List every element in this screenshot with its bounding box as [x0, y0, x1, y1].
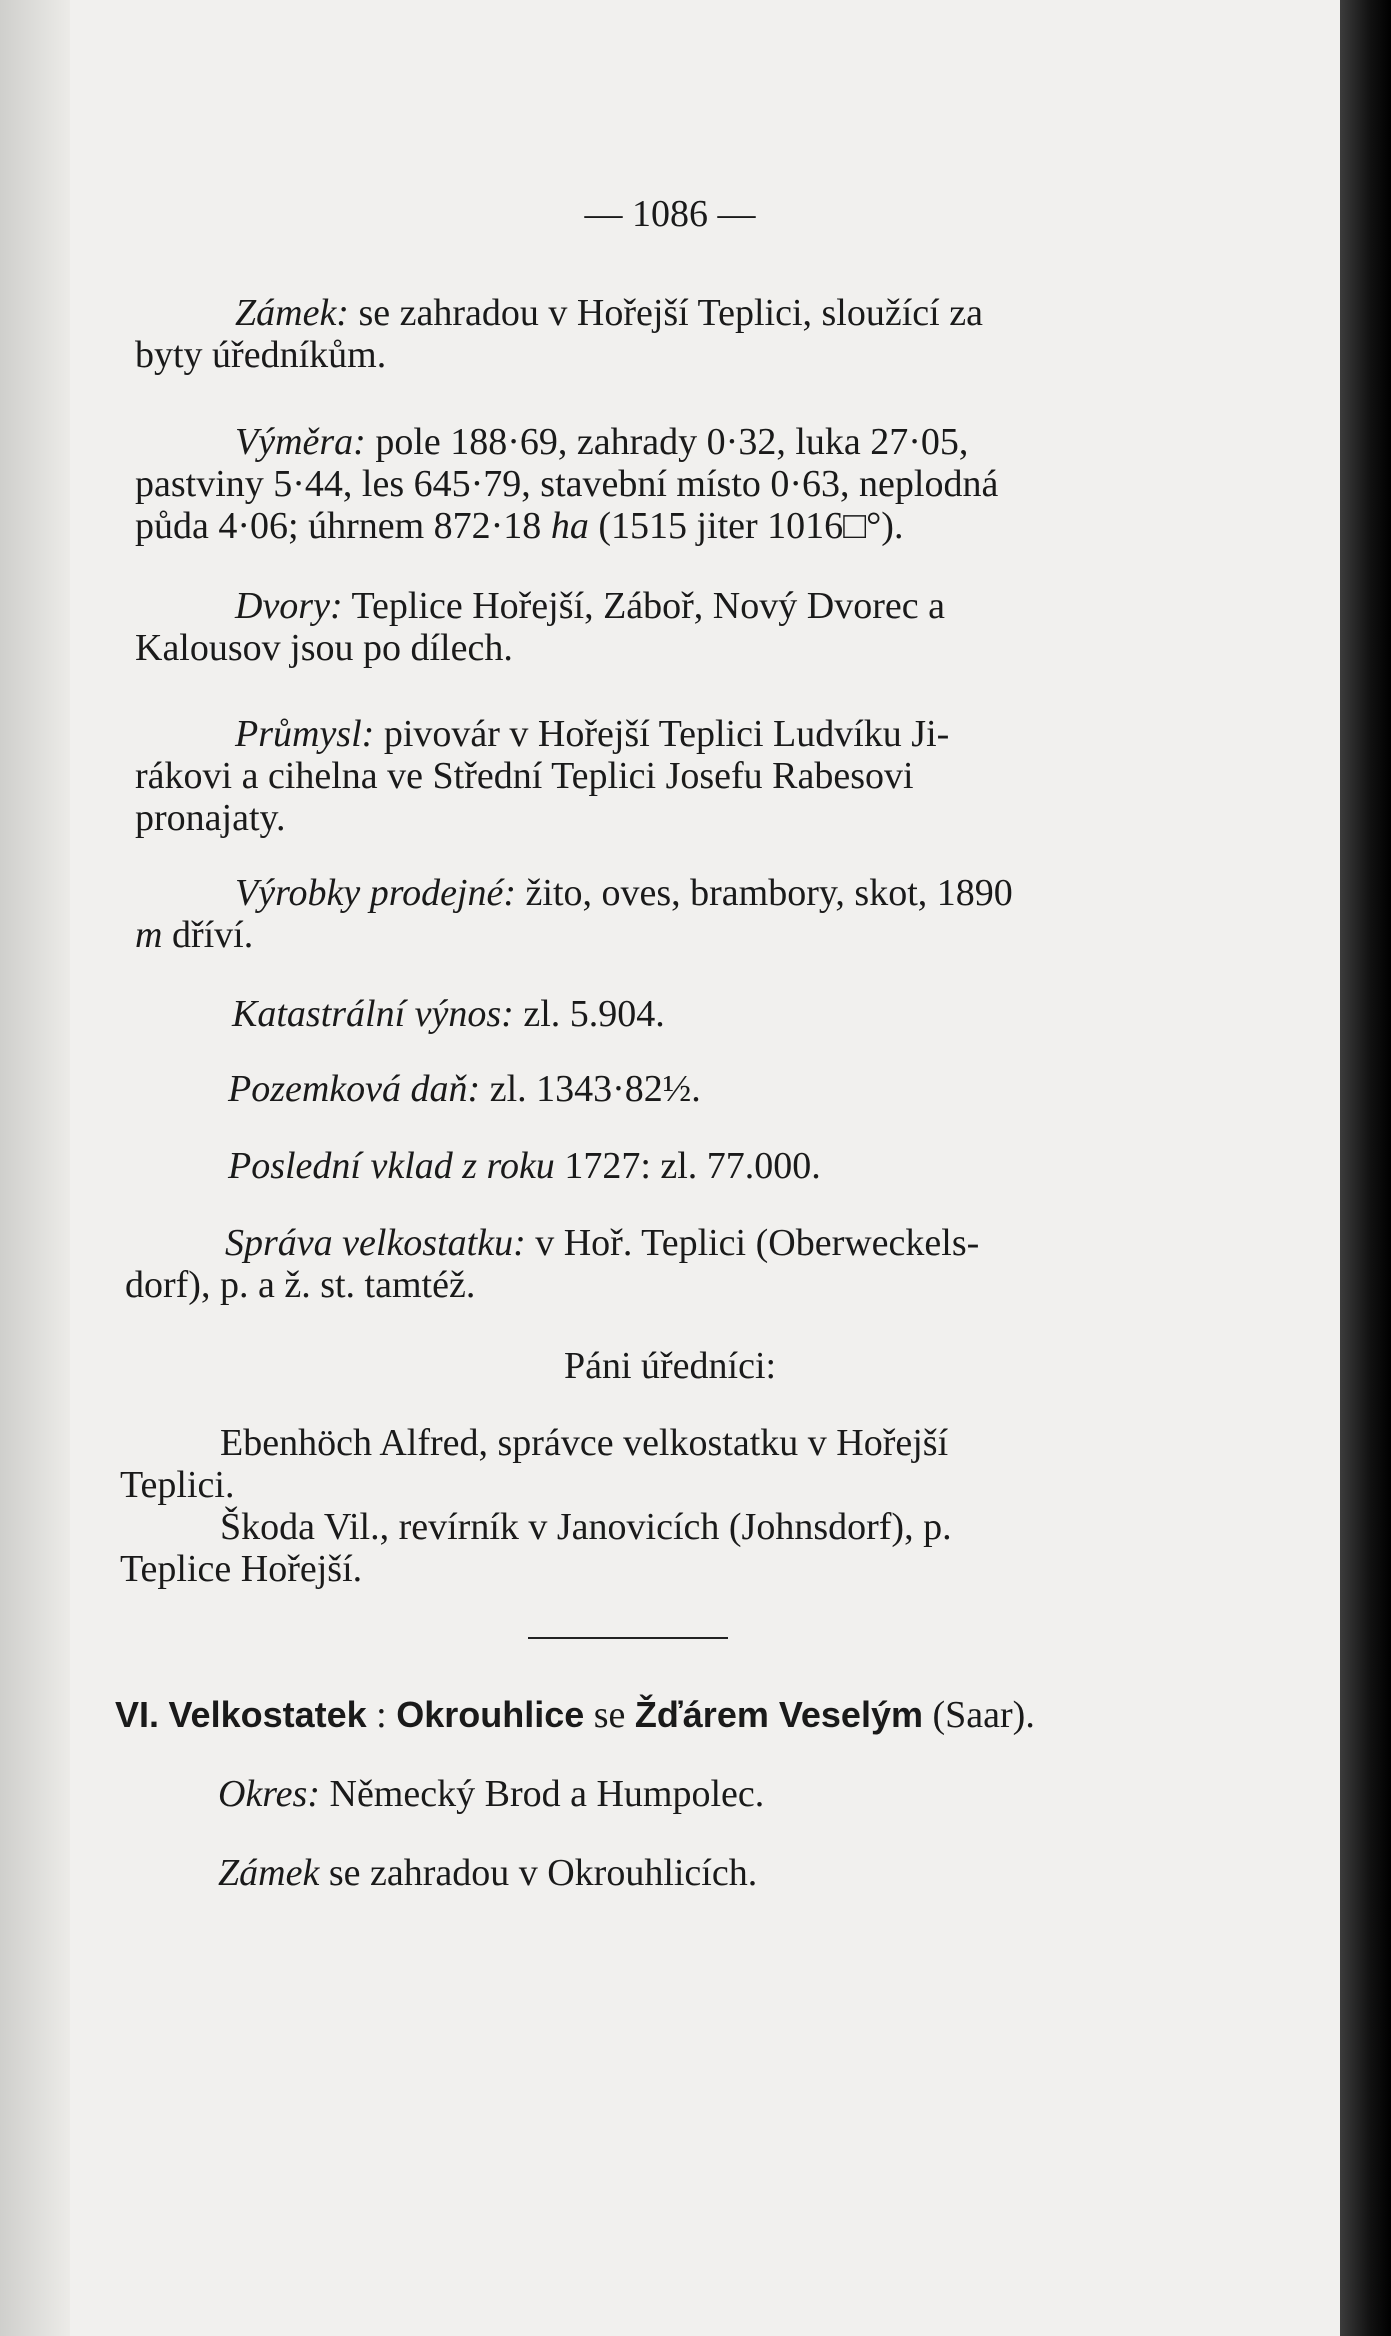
- zamek-text-1: se zahradou v Hořejší Teplici, sloužící za: [348, 292, 983, 334]
- okres-value: Německý Brod a Humpolec.: [320, 1773, 765, 1815]
- section-divider: [528, 1637, 728, 1639]
- official-entry-2: [120, 1506, 952, 1590]
- book-edge: [1340, 0, 1391, 2336]
- katastr-line: [232, 993, 665, 1035]
- zamek-text-2: byty úředníkům.: [135, 334, 387, 376]
- zamek2-line: [218, 1852, 757, 1894]
- dan-line: [228, 1068, 701, 1110]
- section-conjunction: se: [584, 1694, 635, 1736]
- dan-label: Pozemková daň:: [228, 1068, 481, 1110]
- zamek2-label: Zámek: [218, 1852, 320, 1894]
- vymera-text-3a: půda 4·06; úhrnem 872·18: [135, 505, 551, 547]
- dvory-text-1: Teplice Hořejší, Záboř, Nový Dvorec a: [342, 585, 945, 627]
- zamek-paragraph: [135, 292, 983, 376]
- prumysl-label: Průmysl:: [235, 713, 375, 755]
- vklad-line: [228, 1145, 821, 1187]
- zamek2-value: se zahradou v Okrouhlicích.: [319, 1852, 758, 1894]
- katastr-label: Katastrální výnos:: [232, 993, 514, 1035]
- dan-value: zl. 1343·82½.: [480, 1068, 701, 1110]
- vyrobky-label: Výrobky prodejné:: [235, 872, 517, 914]
- section-german-name: (Saar).: [922, 1694, 1035, 1736]
- section-label: Velkostatek: [168, 1694, 367, 1735]
- prumysl-text-1: pivovár v Hořejší Teplici Ludvíku Ji-: [374, 713, 950, 755]
- vymera-text-2: pastviny 5·44, les 645·79, stavební místo 0·63, neplodná: [135, 463, 999, 505]
- vyrobky-paragraph: [135, 872, 1013, 956]
- vklad-value: 1727: zl. 77.000.: [554, 1145, 821, 1187]
- page-number: — 1086 —: [584, 193, 756, 235]
- vymera-text-1: pole 188·69, zahrady 0·32, luka 27·05,: [365, 421, 969, 463]
- official-2-line-2: Teplice Hořejší.: [120, 1548, 363, 1590]
- section-vi-heading: [115, 1693, 1035, 1737]
- vklad-label: Poslední vklad z roku: [228, 1145, 555, 1187]
- vyrobky-text-1: žito, oves, brambory, skot, 1890: [516, 872, 1013, 914]
- vyrobky-unit: m: [135, 914, 163, 956]
- official-1-line-1: Ebenhöch Alfred, správce velkostatku v Hořejší: [220, 1422, 949, 1464]
- dvory-text-2: Kalousov jsou po dílech.: [135, 627, 513, 669]
- okres-line: [218, 1773, 764, 1815]
- section-colon: :: [366, 1694, 397, 1736]
- dvory-label: Dvory:: [235, 585, 343, 627]
- section-place-name: Žďárem Veselým: [634, 1694, 923, 1735]
- prumysl-text-2: rákovi a cihelna ve Střední Teplici Josefu Rabesovi: [135, 755, 914, 797]
- zamek-label: Zámek:: [235, 292, 349, 334]
- katastr-value: zl. 5.904.: [513, 993, 665, 1035]
- vymera-label: Výměra:: [235, 421, 366, 463]
- official-1-line-2: Teplici.: [120, 1464, 235, 1506]
- section-estate-name: Okrouhlice: [396, 1694, 585, 1735]
- officials-heading: Páni úředníci:: [563, 1345, 777, 1387]
- prumysl-paragraph: [135, 713, 949, 839]
- dvory-paragraph: [135, 585, 945, 669]
- vymera-text-3b: (1515 jiter 1016□°).: [588, 505, 904, 547]
- sprava-text-2: dorf), p. a ž. st. tamtéž.: [125, 1264, 476, 1306]
- sprava-text-1: v Hoř. Teplici (Oberweckels-: [525, 1222, 980, 1264]
- official-entry-1: [120, 1422, 948, 1506]
- vymera-unit: ha: [550, 505, 589, 547]
- prumysl-text-3: pronajaty.: [135, 797, 286, 839]
- vymera-paragraph: [135, 421, 998, 547]
- section-numeral: VI.: [115, 1694, 160, 1735]
- sprava-label: Správa velkostatku:: [225, 1222, 526, 1264]
- sprava-paragraph: [125, 1222, 979, 1306]
- official-2-line-1: Škoda Vil., revírník v Janovicích (Johnsdorf), p.: [220, 1506, 952, 1548]
- vyrobky-text-2: dříví.: [162, 914, 254, 956]
- okres-label: Okres:: [218, 1773, 320, 1815]
